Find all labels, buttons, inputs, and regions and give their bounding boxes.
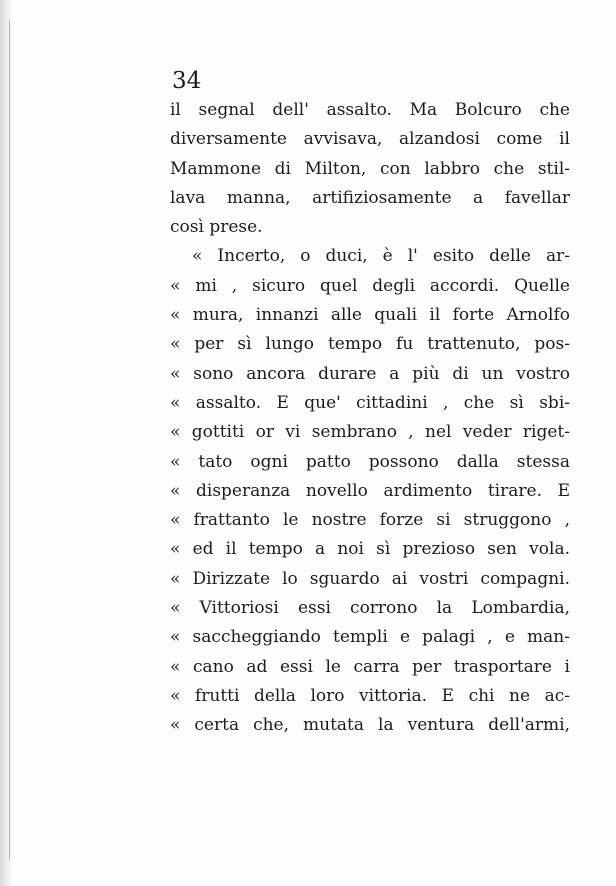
text-line: « assalto. E que' cittadini , che sì sbi-	[170, 392, 570, 413]
binding-edge	[0, 0, 14, 886]
text-line: « disperanza novello ardimento tirare. E	[170, 480, 570, 501]
text-line: il segnal dell' assalto. Ma Bolcuro che	[170, 100, 570, 120]
text-line: così prese.	[170, 217, 263, 238]
text-line: « saccheggiando templi e palagi , e man-	[170, 627, 570, 648]
text-line: « cano ad essi le carra per trasportare i	[170, 656, 570, 677]
text-line: « certa che, mutata la ventura dell'armi,	[170, 715, 570, 736]
page-number: 34	[172, 68, 202, 94]
binding-line	[9, 20, 10, 860]
text-line: « Vittoriosi essi corrono la Lombardia,	[170, 598, 570, 619]
text-line: « frutti della loro vittoria. E chi ne ac-	[170, 685, 570, 706]
text-line: « mi , sicuro quel degli accordi. Quelle	[170, 275, 570, 296]
text-line: « Dirizzate lo sguardo ai vostri compagni.	[170, 568, 570, 589]
text-line: diversamente avvisava, alzandosi come il	[170, 129, 570, 150]
text-line: « tato ogni patto possono dalla stessa	[170, 451, 570, 472]
text-line: « Incerto, o duci, è l' esito delle ar-	[192, 246, 570, 267]
text-line: Mammone di Milton, con labbro che stil-	[170, 158, 570, 179]
text-line: « per sì lungo tempo fu trattenuto, pos-	[170, 334, 570, 355]
text-line: « mura, innanzi alle quali il forte Arnolfo	[170, 305, 570, 326]
text-line: « frattanto le nostre forze si struggono ,	[170, 510, 570, 531]
text-line: « sono ancora durare a più di un vostro	[170, 363, 570, 384]
body-text	[170, 96, 570, 741]
text-line: « gottiti or vi sembrano , nel veder riget-	[170, 422, 570, 443]
text-line: « ed il tempo a noi sì prezioso sen vola.	[170, 539, 570, 560]
text-line: lava manna, artifiziosamente a favellar	[170, 187, 570, 208]
